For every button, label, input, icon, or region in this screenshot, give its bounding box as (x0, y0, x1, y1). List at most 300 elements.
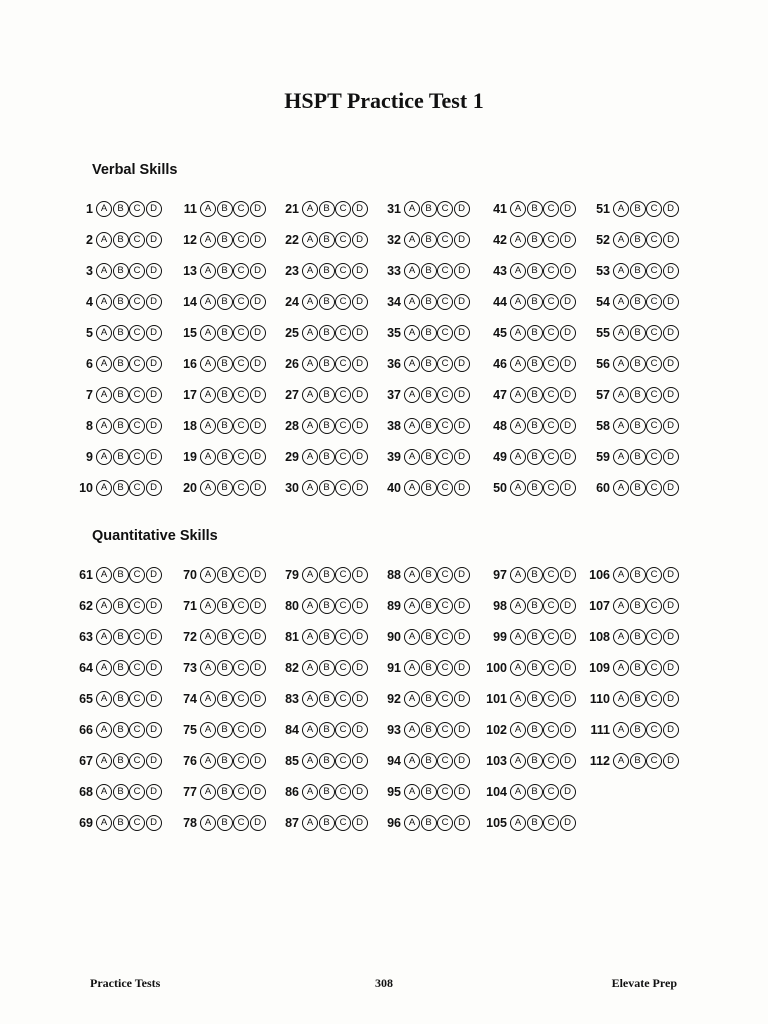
answer-bubble-b[interactable]: B (630, 598, 646, 614)
answer-bubble-c[interactable]: C (543, 660, 559, 676)
answer-bubble-a[interactable]: A (404, 691, 420, 707)
answer-bubble-a[interactable]: A (302, 480, 318, 496)
answer-bubble-b[interactable]: B (630, 387, 646, 403)
answer-bubble-b[interactable]: B (527, 449, 543, 465)
answer-bubble-d[interactable]: D (454, 629, 470, 645)
answer-bubble-a[interactable]: A (404, 480, 420, 496)
answer-bubble-c[interactable]: C (437, 598, 453, 614)
answer-bubble-a[interactable]: A (510, 387, 526, 403)
answer-bubble-d[interactable]: D (352, 784, 368, 800)
answer-bubble-b[interactable]: B (527, 753, 543, 769)
answer-bubble-b[interactable]: B (217, 567, 233, 583)
answer-bubble-d[interactable]: D (352, 722, 368, 738)
answer-bubble-b[interactable]: B (527, 325, 543, 341)
answer-bubble-a[interactable]: A (302, 722, 318, 738)
answer-bubble-d[interactable]: D (352, 294, 368, 310)
answer-bubble-a[interactable]: A (302, 294, 318, 310)
answer-bubble-d[interactable]: D (250, 232, 266, 248)
answer-bubble-a[interactable]: A (200, 567, 216, 583)
answer-bubble-c[interactable]: C (437, 660, 453, 676)
answer-bubble-d[interactable]: D (454, 294, 470, 310)
answer-bubble-c[interactable]: C (129, 387, 145, 403)
answer-bubble-d[interactable]: D (454, 449, 470, 465)
answer-bubble-d[interactable]: D (146, 691, 162, 707)
answer-bubble-c[interactable]: C (437, 418, 453, 434)
answer-bubble-a[interactable]: A (200, 356, 216, 372)
answer-bubble-d[interactable]: D (146, 815, 162, 831)
answer-bubble-a[interactable]: A (404, 722, 420, 738)
answer-bubble-d[interactable]: D (663, 449, 679, 465)
answer-bubble-a[interactable]: A (200, 201, 216, 217)
answer-bubble-a[interactable]: A (404, 387, 420, 403)
answer-bubble-b[interactable]: B (319, 387, 335, 403)
answer-bubble-d[interactable]: D (352, 263, 368, 279)
answer-bubble-a[interactable]: A (96, 691, 112, 707)
answer-bubble-d[interactable]: D (352, 232, 368, 248)
answer-bubble-b[interactable]: B (217, 722, 233, 738)
answer-bubble-a[interactable]: A (404, 418, 420, 434)
answer-bubble-c[interactable]: C (129, 629, 145, 645)
answer-bubble-c[interactable]: C (543, 722, 559, 738)
answer-bubble-b[interactable]: B (421, 815, 437, 831)
answer-bubble-a[interactable]: A (613, 232, 629, 248)
answer-bubble-a[interactable]: A (200, 722, 216, 738)
answer-bubble-d[interactable]: D (352, 629, 368, 645)
answer-bubble-a[interactable]: A (302, 567, 318, 583)
answer-bubble-a[interactable]: A (613, 598, 629, 614)
answer-bubble-a[interactable]: A (96, 232, 112, 248)
answer-bubble-d[interactable]: D (454, 325, 470, 341)
answer-bubble-d[interactable]: D (454, 356, 470, 372)
answer-bubble-a[interactable]: A (510, 815, 526, 831)
answer-bubble-a[interactable]: A (302, 598, 318, 614)
answer-bubble-a[interactable]: A (96, 567, 112, 583)
answer-bubble-b[interactable]: B (217, 356, 233, 372)
answer-bubble-c[interactable]: C (129, 753, 145, 769)
answer-bubble-b[interactable]: B (217, 815, 233, 831)
answer-bubble-a[interactable]: A (200, 449, 216, 465)
answer-bubble-a[interactable]: A (613, 480, 629, 496)
answer-bubble-b[interactable]: B (319, 325, 335, 341)
answer-bubble-a[interactable]: A (200, 753, 216, 769)
answer-bubble-a[interactable]: A (613, 294, 629, 310)
answer-bubble-b[interactable]: B (319, 418, 335, 434)
answer-bubble-b[interactable]: B (113, 567, 129, 583)
answer-bubble-d[interactable]: D (146, 294, 162, 310)
answer-bubble-d[interactable]: D (146, 722, 162, 738)
answer-bubble-a[interactable]: A (510, 449, 526, 465)
answer-bubble-b[interactable]: B (421, 201, 437, 217)
answer-bubble-d[interactable]: D (352, 660, 368, 676)
answer-bubble-d[interactable]: D (663, 480, 679, 496)
answer-bubble-d[interactable]: D (352, 691, 368, 707)
answer-bubble-b[interactable]: B (527, 784, 543, 800)
answer-bubble-d[interactable]: D (454, 598, 470, 614)
answer-bubble-d[interactable]: D (250, 294, 266, 310)
answer-bubble-b[interactable]: B (113, 815, 129, 831)
answer-bubble-b[interactable]: B (630, 660, 646, 676)
answer-bubble-c[interactable]: C (335, 480, 351, 496)
answer-bubble-c[interactable]: C (437, 567, 453, 583)
answer-bubble-c[interactable]: C (543, 201, 559, 217)
answer-bubble-d[interactable]: D (146, 263, 162, 279)
answer-bubble-a[interactable]: A (404, 660, 420, 676)
answer-bubble-a[interactable]: A (510, 418, 526, 434)
answer-bubble-a[interactable]: A (302, 325, 318, 341)
answer-bubble-a[interactable]: A (200, 232, 216, 248)
answer-bubble-d[interactable]: D (146, 598, 162, 614)
answer-bubble-d[interactable]: D (663, 232, 679, 248)
answer-bubble-d[interactable]: D (250, 449, 266, 465)
answer-bubble-d[interactable]: D (146, 784, 162, 800)
answer-bubble-b[interactable]: B (527, 356, 543, 372)
answer-bubble-d[interactable]: D (352, 480, 368, 496)
answer-bubble-b[interactable]: B (319, 660, 335, 676)
answer-bubble-d[interactable]: D (146, 356, 162, 372)
answer-bubble-d[interactable]: D (663, 325, 679, 341)
answer-bubble-d[interactable]: D (560, 232, 576, 248)
answer-bubble-d[interactable]: D (352, 449, 368, 465)
answer-bubble-b[interactable]: B (630, 263, 646, 279)
answer-bubble-a[interactable]: A (510, 567, 526, 583)
answer-bubble-c[interactable]: C (437, 356, 453, 372)
answer-bubble-a[interactable]: A (613, 418, 629, 434)
answer-bubble-b[interactable]: B (319, 294, 335, 310)
answer-bubble-d[interactable]: D (560, 480, 576, 496)
answer-bubble-b[interactable]: B (113, 263, 129, 279)
answer-bubble-b[interactable]: B (421, 356, 437, 372)
answer-bubble-b[interactable]: B (630, 691, 646, 707)
answer-bubble-d[interactable]: D (146, 387, 162, 403)
answer-bubble-d[interactable]: D (560, 325, 576, 341)
answer-bubble-b[interactable]: B (527, 232, 543, 248)
answer-bubble-d[interactable]: D (352, 567, 368, 583)
answer-bubble-c[interactable]: C (335, 418, 351, 434)
answer-bubble-c[interactable]: C (646, 480, 662, 496)
answer-bubble-b[interactable]: B (527, 387, 543, 403)
answer-bubble-d[interactable]: D (663, 598, 679, 614)
answer-bubble-a[interactable]: A (510, 294, 526, 310)
answer-bubble-c[interactable]: C (543, 387, 559, 403)
answer-bubble-d[interactable]: D (560, 356, 576, 372)
answer-bubble-a[interactable]: A (302, 815, 318, 831)
answer-bubble-b[interactable]: B (527, 598, 543, 614)
answer-bubble-b[interactable]: B (630, 567, 646, 583)
answer-bubble-c[interactable]: C (543, 784, 559, 800)
answer-bubble-b[interactable]: B (630, 418, 646, 434)
answer-bubble-b[interactable]: B (217, 449, 233, 465)
answer-bubble-b[interactable]: B (319, 815, 335, 831)
answer-bubble-d[interactable]: D (250, 815, 266, 831)
answer-bubble-d[interactable]: D (250, 784, 266, 800)
answer-bubble-b[interactable]: B (421, 449, 437, 465)
answer-bubble-c[interactable]: C (129, 598, 145, 614)
answer-bubble-b[interactable]: B (113, 722, 129, 738)
answer-bubble-a[interactable]: A (613, 691, 629, 707)
answer-bubble-b[interactable]: B (217, 598, 233, 614)
answer-bubble-a[interactable]: A (404, 201, 420, 217)
answer-bubble-a[interactable]: A (200, 418, 216, 434)
answer-bubble-d[interactable]: D (560, 387, 576, 403)
answer-bubble-a[interactable]: A (404, 784, 420, 800)
answer-bubble-b[interactable]: B (217, 660, 233, 676)
answer-bubble-c[interactable]: C (129, 449, 145, 465)
answer-bubble-a[interactable]: A (404, 325, 420, 341)
answer-bubble-b[interactable]: B (113, 629, 129, 645)
answer-bubble-d[interactable]: D (250, 418, 266, 434)
answer-bubble-b[interactable]: B (319, 567, 335, 583)
answer-bubble-c[interactable]: C (646, 232, 662, 248)
answer-bubble-b[interactable]: B (527, 691, 543, 707)
answer-bubble-a[interactable]: A (613, 722, 629, 738)
answer-bubble-a[interactable]: A (510, 480, 526, 496)
answer-bubble-c[interactable]: C (543, 598, 559, 614)
answer-bubble-d[interactable]: D (454, 660, 470, 676)
answer-bubble-c[interactable]: C (437, 480, 453, 496)
answer-bubble-c[interactable]: C (335, 325, 351, 341)
answer-bubble-b[interactable]: B (113, 480, 129, 496)
answer-bubble-a[interactable]: A (510, 660, 526, 676)
answer-bubble-c[interactable]: C (543, 356, 559, 372)
answer-bubble-b[interactable]: B (421, 691, 437, 707)
answer-bubble-c[interactable]: C (646, 294, 662, 310)
answer-bubble-d[interactable]: D (454, 815, 470, 831)
answer-bubble-b[interactable]: B (217, 387, 233, 403)
answer-bubble-d[interactable]: D (560, 629, 576, 645)
answer-bubble-c[interactable]: C (543, 263, 559, 279)
answer-bubble-c[interactable]: C (646, 263, 662, 279)
answer-bubble-c[interactable]: C (646, 449, 662, 465)
answer-bubble-a[interactable]: A (302, 449, 318, 465)
answer-bubble-c[interactable]: C (437, 691, 453, 707)
answer-bubble-c[interactable]: C (335, 201, 351, 217)
answer-bubble-b[interactable]: B (421, 753, 437, 769)
answer-bubble-c[interactable]: C (437, 449, 453, 465)
answer-bubble-b[interactable]: B (113, 784, 129, 800)
answer-bubble-d[interactable]: D (352, 815, 368, 831)
answer-bubble-c[interactable]: C (437, 815, 453, 831)
answer-bubble-d[interactable]: D (352, 753, 368, 769)
answer-bubble-c[interactable]: C (129, 356, 145, 372)
answer-bubble-c[interactable]: C (437, 294, 453, 310)
answer-bubble-a[interactable]: A (200, 691, 216, 707)
answer-bubble-c[interactable]: C (646, 201, 662, 217)
answer-bubble-c[interactable]: C (233, 449, 249, 465)
answer-bubble-c[interactable]: C (543, 449, 559, 465)
answer-bubble-b[interactable]: B (319, 201, 335, 217)
answer-bubble-d[interactable]: D (560, 598, 576, 614)
answer-bubble-a[interactable]: A (96, 629, 112, 645)
answer-bubble-d[interactable]: D (560, 449, 576, 465)
answer-bubble-d[interactable]: D (454, 201, 470, 217)
answer-bubble-c[interactable]: C (543, 815, 559, 831)
answer-bubble-a[interactable]: A (96, 722, 112, 738)
answer-bubble-c[interactable]: C (437, 753, 453, 769)
answer-bubble-d[interactable]: D (663, 691, 679, 707)
answer-bubble-a[interactable]: A (613, 201, 629, 217)
answer-bubble-a[interactable]: A (510, 722, 526, 738)
answer-bubble-c[interactable]: C (233, 387, 249, 403)
answer-bubble-b[interactable]: B (217, 263, 233, 279)
answer-bubble-b[interactable]: B (421, 567, 437, 583)
answer-bubble-b[interactable]: B (421, 418, 437, 434)
answer-bubble-a[interactable]: A (96, 263, 112, 279)
answer-bubble-c[interactable]: C (646, 753, 662, 769)
answer-bubble-c[interactable]: C (646, 660, 662, 676)
answer-bubble-b[interactable]: B (421, 387, 437, 403)
answer-bubble-d[interactable]: D (146, 418, 162, 434)
answer-bubble-c[interactable]: C (233, 722, 249, 738)
answer-bubble-d[interactable]: D (560, 815, 576, 831)
answer-bubble-a[interactable]: A (96, 418, 112, 434)
answer-bubble-b[interactable]: B (319, 449, 335, 465)
answer-bubble-c[interactable]: C (233, 325, 249, 341)
answer-bubble-a[interactable]: A (404, 232, 420, 248)
answer-bubble-c[interactable]: C (335, 449, 351, 465)
answer-bubble-b[interactable]: B (217, 232, 233, 248)
answer-bubble-c[interactable]: C (437, 387, 453, 403)
answer-bubble-b[interactable]: B (421, 660, 437, 676)
answer-bubble-d[interactable]: D (146, 201, 162, 217)
answer-bubble-b[interactable]: B (421, 232, 437, 248)
answer-bubble-c[interactable]: C (233, 691, 249, 707)
answer-bubble-a[interactable]: A (96, 660, 112, 676)
answer-bubble-d[interactable]: D (560, 567, 576, 583)
answer-bubble-c[interactable]: C (543, 480, 559, 496)
answer-bubble-c[interactable]: C (646, 629, 662, 645)
answer-bubble-b[interactable]: B (421, 480, 437, 496)
answer-bubble-d[interactable]: D (454, 480, 470, 496)
answer-bubble-c[interactable]: C (129, 815, 145, 831)
answer-bubble-b[interactable]: B (630, 753, 646, 769)
answer-bubble-d[interactable]: D (146, 232, 162, 248)
answer-bubble-d[interactable]: D (352, 387, 368, 403)
answer-bubble-a[interactable]: A (96, 753, 112, 769)
answer-bubble-d[interactable]: D (663, 722, 679, 738)
answer-bubble-d[interactable]: D (146, 325, 162, 341)
answer-bubble-c[interactable]: C (335, 815, 351, 831)
answer-bubble-d[interactable]: D (146, 449, 162, 465)
answer-bubble-d[interactable]: D (250, 480, 266, 496)
answer-bubble-a[interactable]: A (302, 201, 318, 217)
answer-bubble-d[interactable]: D (663, 387, 679, 403)
answer-bubble-b[interactable]: B (319, 784, 335, 800)
answer-bubble-d[interactable]: D (352, 418, 368, 434)
answer-bubble-b[interactable]: B (113, 449, 129, 465)
answer-bubble-a[interactable]: A (510, 325, 526, 341)
answer-bubble-b[interactable]: B (527, 294, 543, 310)
answer-bubble-d[interactable]: D (250, 660, 266, 676)
answer-bubble-a[interactable]: A (404, 753, 420, 769)
answer-bubble-c[interactable]: C (233, 263, 249, 279)
answer-bubble-c[interactable]: C (646, 722, 662, 738)
answer-bubble-b[interactable]: B (113, 753, 129, 769)
answer-bubble-c[interactable]: C (233, 567, 249, 583)
answer-bubble-d[interactable]: D (663, 418, 679, 434)
answer-bubble-b[interactable]: B (113, 201, 129, 217)
answer-bubble-a[interactable]: A (200, 387, 216, 403)
answer-bubble-a[interactable]: A (510, 356, 526, 372)
answer-bubble-c[interactable]: C (129, 722, 145, 738)
answer-bubble-b[interactable]: B (217, 294, 233, 310)
answer-bubble-d[interactable]: D (454, 567, 470, 583)
answer-bubble-d[interactable]: D (560, 784, 576, 800)
answer-bubble-c[interactable]: C (646, 418, 662, 434)
answer-bubble-b[interactable]: B (630, 294, 646, 310)
answer-bubble-a[interactable]: A (613, 356, 629, 372)
answer-bubble-d[interactable]: D (454, 418, 470, 434)
answer-bubble-a[interactable]: A (200, 294, 216, 310)
answer-bubble-d[interactable]: D (250, 263, 266, 279)
answer-bubble-b[interactable]: B (527, 815, 543, 831)
answer-bubble-b[interactable]: B (527, 263, 543, 279)
answer-bubble-b[interactable]: B (630, 449, 646, 465)
answer-bubble-c[interactable]: C (543, 325, 559, 341)
answer-bubble-b[interactable]: B (113, 691, 129, 707)
answer-bubble-c[interactable]: C (233, 232, 249, 248)
answer-bubble-a[interactable]: A (404, 815, 420, 831)
answer-bubble-c[interactable]: C (543, 567, 559, 583)
answer-bubble-d[interactable]: D (250, 201, 266, 217)
answer-bubble-a[interactable]: A (302, 784, 318, 800)
answer-bubble-c[interactable]: C (437, 722, 453, 738)
answer-bubble-c[interactable]: C (129, 263, 145, 279)
answer-bubble-d[interactable]: D (663, 567, 679, 583)
answer-bubble-c[interactable]: C (437, 325, 453, 341)
answer-bubble-c[interactable]: C (543, 629, 559, 645)
answer-bubble-a[interactable]: A (200, 629, 216, 645)
answer-bubble-a[interactable]: A (200, 660, 216, 676)
answer-bubble-c[interactable]: C (335, 691, 351, 707)
answer-bubble-a[interactable]: A (510, 784, 526, 800)
answer-bubble-a[interactable]: A (613, 753, 629, 769)
answer-bubble-b[interactable]: B (113, 325, 129, 341)
answer-bubble-a[interactable]: A (200, 598, 216, 614)
answer-bubble-c[interactable]: C (437, 263, 453, 279)
answer-bubble-c[interactable]: C (646, 356, 662, 372)
answer-bubble-d[interactable]: D (560, 753, 576, 769)
answer-bubble-a[interactable]: A (613, 567, 629, 583)
answer-bubble-d[interactable]: D (454, 232, 470, 248)
answer-bubble-b[interactable]: B (630, 722, 646, 738)
answer-bubble-d[interactable]: D (560, 660, 576, 676)
answer-bubble-c[interactable]: C (543, 691, 559, 707)
answer-bubble-b[interactable]: B (421, 629, 437, 645)
answer-bubble-b[interactable]: B (630, 201, 646, 217)
answer-bubble-c[interactable]: C (233, 418, 249, 434)
answer-bubble-d[interactable]: D (250, 753, 266, 769)
answer-bubble-c[interactable]: C (129, 325, 145, 341)
answer-bubble-b[interactable]: B (527, 722, 543, 738)
answer-bubble-d[interactable]: D (250, 722, 266, 738)
answer-bubble-a[interactable]: A (302, 418, 318, 434)
answer-bubble-c[interactable]: C (129, 294, 145, 310)
answer-bubble-b[interactable]: B (217, 691, 233, 707)
answer-bubble-c[interactable]: C (233, 294, 249, 310)
answer-bubble-a[interactable]: A (200, 325, 216, 341)
answer-bubble-d[interactable]: D (663, 263, 679, 279)
answer-bubble-d[interactable]: D (146, 480, 162, 496)
answer-bubble-b[interactable]: B (113, 356, 129, 372)
answer-bubble-a[interactable]: A (200, 263, 216, 279)
answer-bubble-a[interactable]: A (302, 753, 318, 769)
answer-bubble-c[interactable]: C (233, 660, 249, 676)
answer-bubble-a[interactable]: A (302, 356, 318, 372)
answer-bubble-a[interactable]: A (404, 263, 420, 279)
answer-bubble-b[interactable]: B (319, 598, 335, 614)
answer-bubble-a[interactable]: A (613, 325, 629, 341)
answer-bubble-d[interactable]: D (454, 263, 470, 279)
